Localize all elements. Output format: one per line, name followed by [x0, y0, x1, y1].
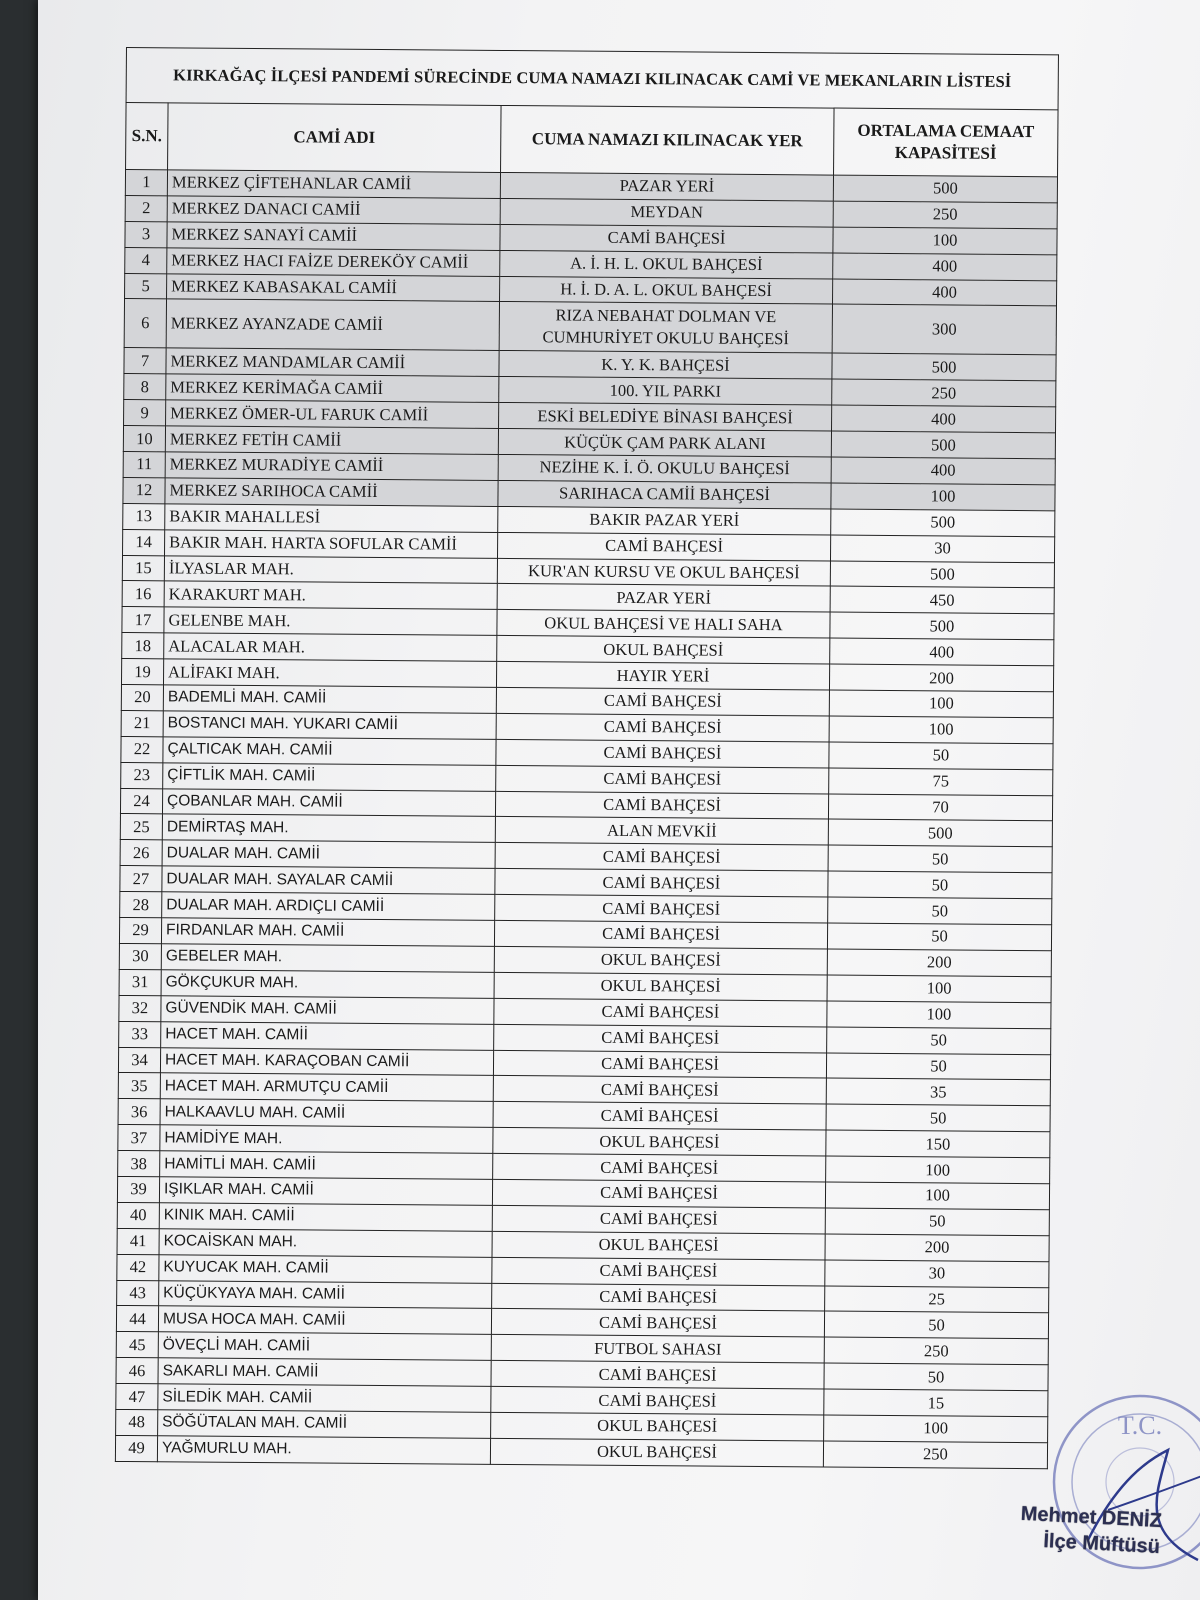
row-capacity: 100 [829, 690, 1053, 718]
header-name: CAMİ ADI [168, 103, 502, 173]
row-name: MUSA HOCA MAH. CAMİİ [158, 1306, 491, 1335]
row-sn: 46 [116, 1358, 158, 1384]
row-name: KOCAİSKAN MAH. [159, 1229, 492, 1258]
row-capacity: 500 [832, 354, 1056, 382]
row-capacity: 200 [829, 664, 1053, 692]
row-place: KÜÇÜK ÇAM PARK ALANI [498, 429, 831, 458]
row-place: CAMİ BAHÇESİ [492, 1205, 825, 1234]
row-place: CAMİ BAHÇESİ [494, 920, 827, 949]
row-sn: 25 [120, 814, 162, 840]
row-capacity: 500 [828, 820, 1052, 848]
row-name: BADEMLİ MAH. CAMİİ [163, 685, 496, 714]
row-capacity: 30 [825, 1260, 1049, 1288]
row-name: DUALAR MAH. SAYALAR CAMİİ [162, 866, 495, 895]
row-sn: 7 [124, 348, 166, 374]
row-name: KINIK MAH. CAMİİ [159, 1203, 492, 1232]
row-capacity: 100 [827, 975, 1051, 1003]
row-sn: 2 [125, 195, 167, 221]
row-name: BOSTANCI MAH. YUKARI CAMİİ [163, 711, 496, 740]
row-place: OKUL BAHÇESİ [497, 636, 830, 665]
row-place: CAMİ BAHÇESİ [496, 739, 829, 768]
row-place: CAMİ BAHÇESİ [500, 224, 833, 253]
row-name: GELENBE MAH. [164, 607, 497, 636]
document-page [38, 0, 1200, 1600]
row-name: MERKEZ HACI FAİZE DEREKÖY CAMİİ [167, 247, 500, 276]
row-place: CAMİ BAHÇESİ [492, 1179, 825, 1208]
row-sn: 32 [119, 995, 161, 1021]
row-place: SARIHACA CAMİİ BAHÇESİ [498, 480, 831, 509]
row-capacity: 30 [830, 535, 1054, 563]
row-place: CAMİ BAHÇESİ [491, 1309, 824, 1338]
row-name: GÖKÇUKUR MAH. [161, 970, 494, 999]
row-capacity: 50 [828, 871, 1052, 899]
row-capacity: 50 [828, 897, 1052, 925]
row-place: OKUL BAHÇESİ [494, 946, 827, 975]
row-name: MERKEZ FETİH CAMİİ [165, 426, 498, 455]
row-place: CAMİ BAHÇESİ [494, 1024, 827, 1053]
row-name: DUALAR MAH. CAMİİ [162, 840, 495, 869]
row-name: MERKEZ ÖMER-UL FARUK CAMİİ [166, 400, 499, 429]
row-capacity: 400 [831, 457, 1055, 485]
row-sn: 24 [120, 788, 162, 814]
row-capacity: 50 [824, 1363, 1048, 1391]
row-capacity: 75 [829, 768, 1053, 796]
row-place: K. Y. K. BAHÇESİ [499, 351, 832, 380]
row-place: BAKIR PAZAR YERİ [498, 506, 831, 535]
row-place: OKUL BAHÇESİ [494, 972, 827, 1001]
row-capacity: 150 [826, 1130, 1050, 1158]
title-row [126, 48, 1058, 110]
row-sn: 5 [125, 273, 167, 299]
row-name: MERKEZ AYANZADE CAMİİ [166, 299, 499, 351]
row-capacity: 300 [832, 305, 1056, 356]
row-name: ÖVEÇLİ MAH. CAMİİ [158, 1332, 491, 1361]
row-sn: 15 [122, 555, 164, 581]
row-capacity: 100 [826, 1156, 1050, 1184]
row-place: MEYDAN [500, 198, 833, 227]
row-sn: 39 [117, 1176, 159, 1202]
row-name: DEMİRTAŞ MAH. [162, 814, 495, 843]
row-sn: 37 [118, 1125, 160, 1151]
row-capacity: 15 [824, 1389, 1048, 1417]
row-sn: 10 [123, 426, 165, 452]
row-place: NEZİHE K. İ. Ö. OKULU BAHÇESİ [498, 454, 831, 483]
row-place: A. İ. H. L. OKUL BAHÇESİ [500, 250, 833, 279]
row-name: SİLEDİK MAH. CAMİİ [158, 1384, 491, 1413]
row-sn: 48 [116, 1409, 158, 1435]
row-sn: 23 [121, 762, 163, 788]
row-sn: 1 [125, 170, 167, 196]
row-sn: 6 [124, 299, 166, 348]
row-capacity: 250 [824, 1337, 1048, 1365]
row-capacity: 500 [830, 612, 1054, 640]
row-sn: 9 [124, 400, 166, 426]
row-place: OKUL BAHÇESİ [493, 1128, 826, 1157]
row-sn: 8 [124, 374, 166, 400]
row-name: IŞIKLAR MAH. CAMİİ [159, 1177, 492, 1206]
row-sn: 17 [122, 607, 164, 633]
row-name: MERKEZ KERİMAĞA CAMİİ [166, 374, 499, 403]
signature-title: İlçe Müftüsü [1042, 1530, 1161, 1559]
row-sn: 42 [117, 1254, 159, 1280]
row-sn: 14 [123, 529, 165, 555]
row-sn: 35 [118, 1073, 160, 1099]
row-name: ÇOBANLAR MAH. CAMİİ [162, 788, 495, 817]
row-name: HACET MAH. KARAÇOBAN CAMİİ [160, 1047, 493, 1076]
row-name: MERKEZ KABASAKAL CAMİİ [167, 273, 500, 302]
row-capacity: 50 [827, 1027, 1051, 1055]
row-sn: 43 [117, 1280, 159, 1306]
row-place: OKUL BAHÇESİ [490, 1438, 823, 1467]
row-sn: 12 [123, 477, 165, 503]
row-name: HAMİDİYE MAH. [160, 1125, 493, 1154]
row-sn: 40 [117, 1202, 159, 1228]
row-sn: 11 [123, 452, 165, 478]
row-sn: 27 [120, 866, 162, 892]
row-place: CAMİ BAHÇESİ [495, 895, 828, 924]
row-name: GÜVENDİK MAH. CAMİİ [161, 996, 494, 1025]
row-place: OKUL BAHÇESİ VE HALI SAHA [497, 610, 830, 639]
row-sn: 22 [121, 736, 163, 762]
row-place: CAMİ BAHÇESİ [496, 765, 829, 794]
header-row [126, 103, 1058, 177]
row-capacity: 50 [826, 1104, 1050, 1132]
row-capacity: 50 [829, 742, 1053, 770]
row-sn: 38 [118, 1151, 160, 1177]
row-sn: 47 [116, 1384, 158, 1410]
row-sn: 18 [122, 633, 164, 659]
seal-text: T.C. [1117, 1411, 1163, 1440]
row-place: CAMİ BAHÇESİ [496, 687, 829, 716]
row-place: CAMİ BAHÇESİ [493, 1076, 826, 1105]
row-capacity: 250 [833, 201, 1057, 229]
row-name: HALKAAVLU MAH. CAMİİ [160, 1099, 493, 1128]
row-capacity: 50 [826, 1053, 1050, 1081]
document-title: KIRKAĞAÇ İLÇESİ PANDEMİ SÜRECİNDE CUMA NAMAZI KILINACAK CAMİ VE MEKANLARIN LİSTESİ [126, 48, 1058, 110]
row-capacity: 400 [832, 279, 1056, 307]
row-name: KARAKURT MAH. [164, 581, 497, 610]
row-name: FIRDANLAR MAH. CAMİİ [161, 918, 494, 947]
row-name: KUYUCAK MAH. CAMİİ [159, 1254, 492, 1283]
row-name: MERKEZ ÇİFTEHANLAR CAMİİ [167, 170, 500, 199]
row-capacity: 500 [833, 175, 1057, 203]
row-name: HAMİTLİ MAH. CAMİİ [160, 1151, 493, 1180]
row-place: CAMİ BAHÇESİ [493, 1050, 826, 1079]
row-sn: 49 [115, 1435, 157, 1461]
row-sn: 4 [125, 247, 167, 273]
row-name: BAKIR MAHALLESİ [165, 504, 498, 533]
row-place: FUTBOL SAHASI [491, 1335, 824, 1364]
row-place: OKUL BAHÇESİ [492, 1231, 825, 1260]
row-name: BAKIR MAH. HARTA SOFULAR CAMİİ [165, 530, 498, 559]
row-capacity: 450 [830, 587, 1054, 615]
row-place: H. İ. D. A. L. OKUL BAHÇESİ [500, 276, 833, 305]
row-place: PAZAR YERİ [500, 172, 833, 201]
row-name: ÇİFTLİK MAH. CAMİİ [163, 763, 496, 792]
row-capacity: 250 [823, 1441, 1047, 1469]
row-name: KÜÇÜKYAYA MAH. CAMİİ [159, 1280, 492, 1309]
row-name: MERKEZ MURADİYE CAMİİ [165, 452, 498, 481]
row-capacity: 70 [828, 794, 1052, 822]
row-name: HACET MAH. CAMİİ [161, 1021, 494, 1050]
row-place: 100. YIL PARKI [499, 377, 832, 406]
row-capacity: 50 [827, 923, 1051, 951]
row-name: MERKEZ SARIHOCA CAMİİ [165, 478, 498, 507]
row-capacity: 100 [824, 1415, 1048, 1443]
header-place: CUMA NAMAZI KILINACAK YER [501, 105, 835, 175]
header-capacity: ORTALAMA CEMAAT KAPASİTESİ [834, 108, 1059, 177]
signature-name: Mehmet DENİZ [1020, 1502, 1163, 1533]
row-capacity: 25 [825, 1286, 1049, 1314]
row-sn: 34 [118, 1047, 160, 1073]
row-sn: 45 [116, 1332, 158, 1358]
row-name: MERKEZ MANDAMLAR CAMİİ [166, 348, 499, 377]
row-capacity: 50 [824, 1311, 1048, 1339]
row-place: CAMİ BAHÇESİ [492, 1257, 825, 1286]
row-capacity: 250 [832, 379, 1056, 407]
row-place: RIZA NEBAHAT DOLMAN VE CUMHURİYET OKULU BAHÇESİ [499, 302, 832, 354]
row-sn: 13 [123, 503, 165, 529]
mosque-list-table [115, 47, 1059, 1469]
row-capacity: 100 [829, 716, 1053, 744]
row-name: SÖĞÜTALAN MAH. CAMİİ [158, 1410, 491, 1439]
row-place: CAMİ BAHÇESİ [496, 713, 829, 742]
row-place: CAMİ BAHÇESİ [497, 532, 830, 561]
row-sn: 3 [125, 221, 167, 247]
row-place: CAMİ BAHÇESİ [495, 869, 828, 898]
row-capacity: 100 [825, 1182, 1049, 1210]
row-place: CAMİ BAHÇESİ [495, 791, 828, 820]
row-capacity: 500 [830, 561, 1054, 589]
header-sn: S.N. [126, 103, 169, 170]
row-capacity: 35 [826, 1078, 1050, 1106]
row-name: ÇALTICAK MAH. CAMİİ [163, 737, 496, 766]
row-sn: 29 [119, 918, 161, 944]
table-body [115, 170, 1057, 1469]
signature-block [1019, 1501, 1200, 1563]
row-sn: 41 [117, 1228, 159, 1254]
row-capacity: 500 [831, 431, 1055, 459]
row-name: ALİFAKI MAH. [163, 659, 496, 688]
row-place: CAMİ BAHÇESİ [495, 843, 828, 872]
row-sn: 33 [119, 1021, 161, 1047]
row-capacity: 100 [827, 1001, 1051, 1029]
row-sn: 16 [122, 581, 164, 607]
row-sn: 19 [121, 659, 163, 685]
row-place: HAYIR YERİ [496, 662, 829, 691]
row-place: CAMİ BAHÇESİ [491, 1386, 824, 1415]
row-sn: 36 [118, 1099, 160, 1125]
row-name: İLYASLAR MAH. [164, 555, 497, 584]
row-place: CAMİ BAHÇESİ [494, 998, 827, 1027]
row-name: DUALAR MAH. ARDIÇLI CAMİİ [162, 892, 495, 921]
table-row [124, 299, 1056, 355]
row-name: GEBELER MAH. [161, 944, 494, 973]
row-place: OKUL BAHÇESİ [491, 1412, 824, 1441]
row-sn: 26 [120, 840, 162, 866]
row-sn: 20 [121, 685, 163, 711]
row-place: PAZAR YERİ [497, 584, 830, 613]
row-place: ESKİ BELEDİYE BİNASI BAHÇESİ [499, 403, 832, 432]
row-sn: 44 [116, 1306, 158, 1332]
row-place: CAMİ BAHÇESİ [491, 1361, 824, 1390]
row-name: HACET MAH. ARMUTÇU CAMİİ [160, 1073, 493, 1102]
row-sn: 28 [120, 892, 162, 918]
row-capacity: 400 [832, 405, 1056, 433]
row-capacity: 400 [833, 253, 1057, 281]
row-name: MERKEZ SANAYİ CAMİİ [167, 222, 500, 251]
row-capacity: 200 [825, 1234, 1049, 1262]
row-name: MERKEZ DANACI CAMİİ [167, 196, 500, 225]
row-sn: 21 [121, 710, 163, 736]
row-place: CAMİ BAHÇESİ [492, 1283, 825, 1312]
row-capacity: 100 [831, 483, 1055, 511]
row-capacity: 100 [833, 227, 1057, 255]
row-name: YAĞMURLU MAH. [157, 1436, 490, 1465]
row-place: CAMİ BAHÇESİ [493, 1153, 826, 1182]
row-capacity: 50 [828, 845, 1052, 873]
row-capacity: 400 [830, 638, 1054, 666]
row-capacity: 500 [831, 509, 1055, 537]
row-name: SAKARLI MAH. CAMİİ [158, 1358, 491, 1387]
row-place: ALAN MEVKİİ [495, 817, 828, 846]
row-name: ALACALAR MAH. [164, 633, 497, 662]
row-place: KUR'AN KURSU VE OKUL BAHÇESİ [497, 558, 830, 587]
row-capacity: 50 [825, 1208, 1049, 1236]
row-capacity: 200 [827, 949, 1051, 977]
row-sn: 30 [119, 943, 161, 969]
row-sn: 31 [119, 969, 161, 995]
row-place: CAMİ BAHÇESİ [493, 1102, 826, 1131]
